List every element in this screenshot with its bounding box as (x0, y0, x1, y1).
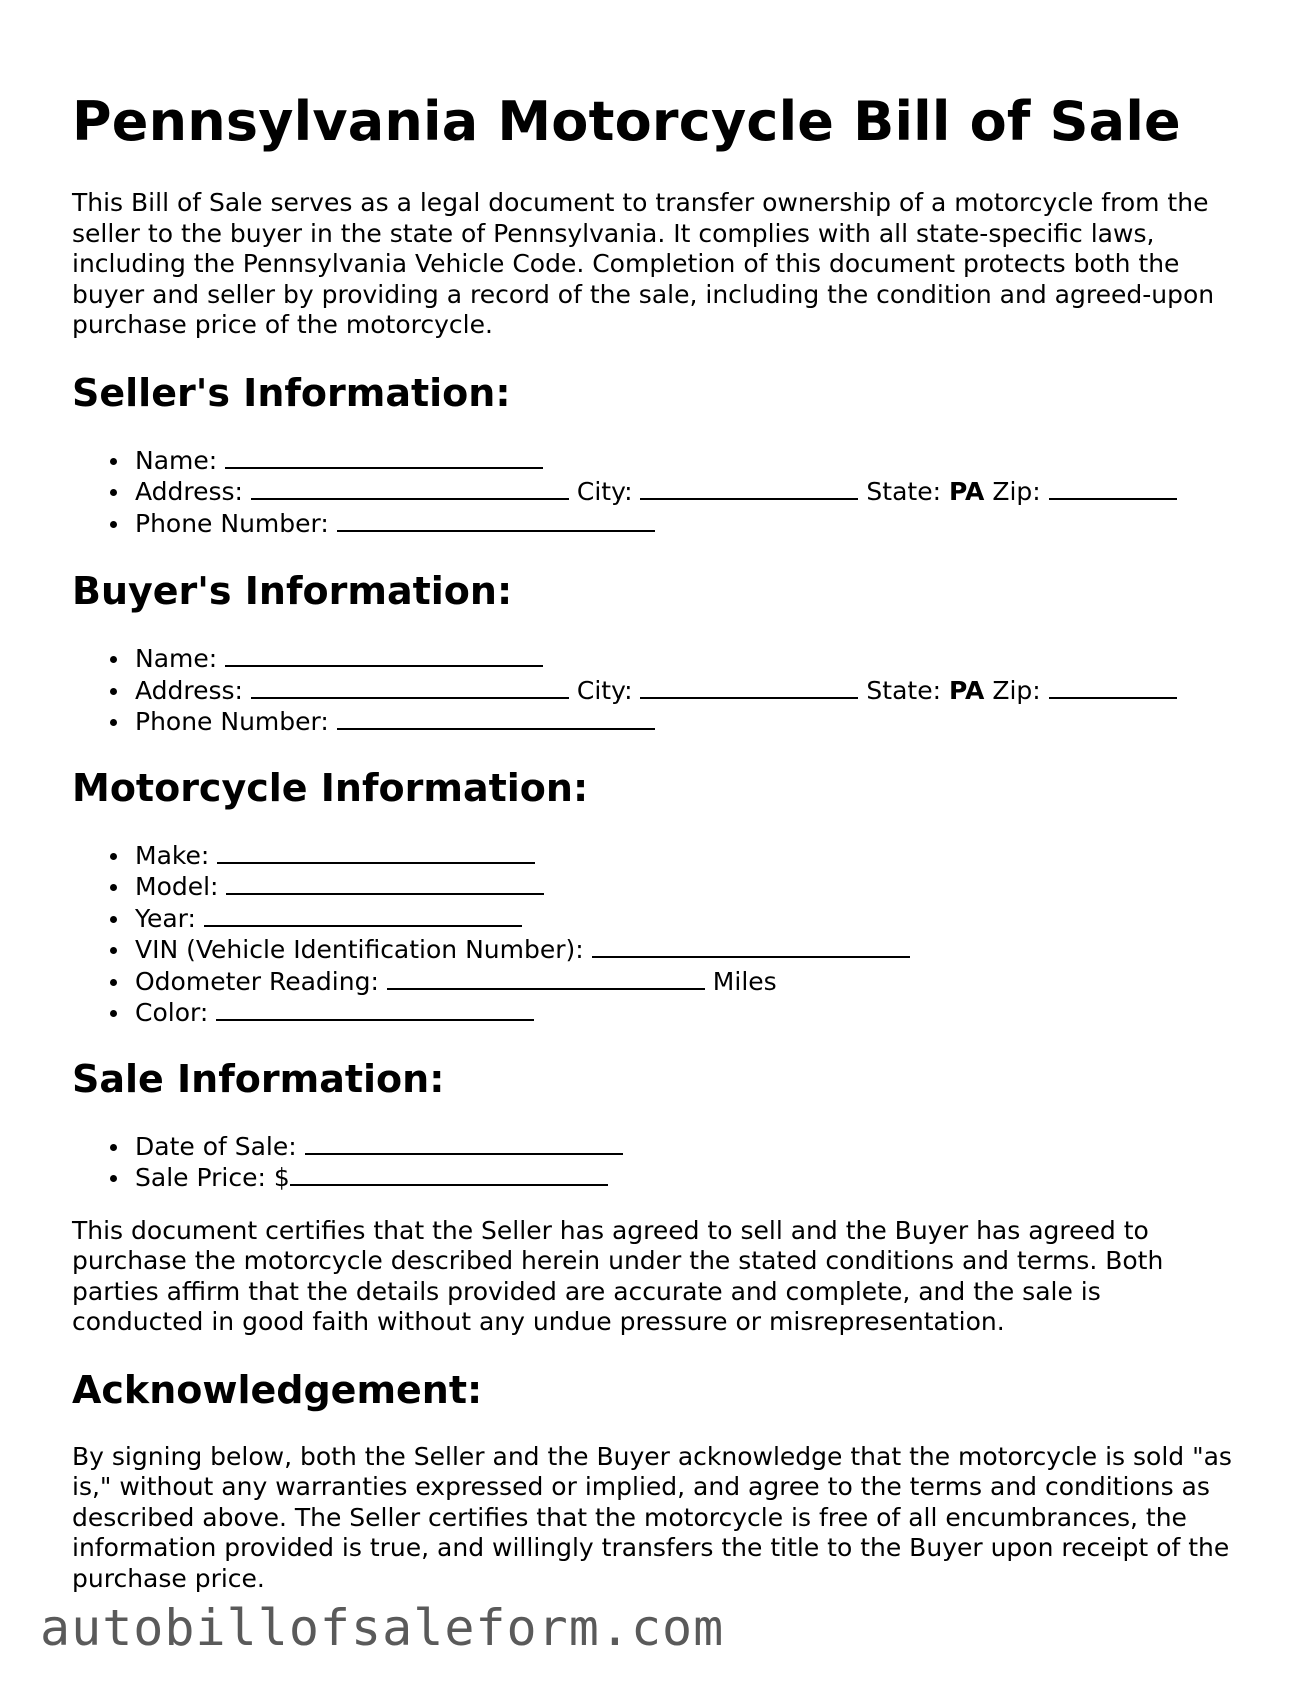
seller-address-label: Address: (135, 477, 243, 506)
sale-date-row (135, 1131, 1232, 1163)
buyer-city-field[interactable] (640, 675, 858, 699)
buyer-state-label: State: (866, 675, 942, 705)
seller-city-label: City: (576, 477, 633, 506)
odometer-unit: Miles (712, 966, 777, 996)
color-row (135, 997, 1232, 1029)
buyer-zip-field[interactable] (1049, 675, 1177, 699)
site-watermark: autobillofsaleform.com (40, 1599, 725, 1657)
seller-city-field[interactable] (640, 476, 858, 500)
buyer-name-label: Name: (135, 644, 218, 673)
buyer-address-field[interactable] (251, 675, 569, 699)
buyer-phone-row (135, 706, 1232, 738)
seller-phone-field[interactable] (337, 508, 655, 532)
buyer-zip-label: Zip: (992, 675, 1041, 705)
year-field[interactable] (204, 903, 522, 927)
seller-name-label: Name: (135, 445, 218, 475)
page-title: Pennsylvania Motorcycle Bill of Sale (72, 90, 1181, 153)
model-field[interactable] (226, 871, 544, 895)
odometer-label: Odometer Reading: (135, 966, 379, 996)
year-label: Year: (135, 903, 196, 933)
seller-name-field[interactable] (225, 445, 543, 469)
intro-paragraph: This Bill of Sale serves as a legal document to transfer ownership of a motorcycle from the seller to the buyer in the state of Pennsylvania. It complies with all state-specific laws, including the Pennsylvania Vehicle Code. Completion of this document protects both the buyer and seller by providing a record of the sale, including the condition and agreed-upon purchase price of the motorcycle. (72, 188, 1215, 339)
acknowledgement-heading: Acknowledgement: (72, 1367, 483, 1412)
make-row (135, 840, 1232, 872)
seller-zip-label: Zip: (992, 477, 1041, 506)
seller-phone-row (135, 508, 1232, 540)
color-label: Color: (135, 998, 209, 1027)
make-label: Make: (135, 840, 210, 870)
document-page (72, 0, 1232, 1594)
buyer-address-label: Address: (135, 675, 243, 705)
seller-zip-field[interactable] (1049, 476, 1177, 500)
buyer-state-value: PA (948, 675, 985, 705)
buyer-phone-label: Phone Number: (135, 707, 329, 736)
seller-heading: Seller's Information: (72, 370, 511, 415)
model-label: Model: (135, 872, 219, 901)
year-row (135, 903, 1232, 935)
buyer-phone-field[interactable] (337, 706, 655, 730)
certification-paragraph: This document certifies that the Seller has agreed to sell and the Buyer has agreed to purchase the motorcycle described herein under the stated conditions and terms. Both parties affirm that the details provided are accurate and complete, and the sale is conducted in good faith without any undue pressure or misrepresentation. (72, 1215, 1164, 1336)
sale-date-field[interactable] (305, 1131, 623, 1155)
sale-price-field[interactable] (290, 1162, 608, 1186)
sale-price-row (135, 1162, 1232, 1194)
buyer-name-field[interactable] (225, 643, 543, 667)
sale-price-label: Sale Price: $ (135, 1163, 290, 1192)
vin-row (135, 934, 1232, 966)
seller-state-label: State: (866, 477, 942, 506)
vin-field[interactable] (592, 934, 910, 958)
buyer-fields (72, 643, 1232, 738)
acknowledgement-paragraph: By signing below, both the Seller and the Buyer acknowledge that the motorcycle is sold "as is," without any warranties expressed or implied, and agree to the terms and conditions as described above. The Seller certifies that the motorcycle is free of all encumbrances, the information provided is true, and willingly transfers the title to the Buyer upon receipt of the purchase price. (72, 1441, 1232, 1593)
seller-address-field[interactable] (251, 476, 569, 500)
make-field[interactable] (217, 840, 535, 864)
seller-phone-label: Phone Number: (135, 508, 329, 538)
motorcycle-fields (72, 840, 1232, 1029)
buyer-address-row (135, 675, 1232, 707)
odometer-field[interactable] (387, 966, 705, 990)
vin-label: VIN (Vehicle Identification Number): (135, 935, 584, 964)
seller-fields (72, 445, 1232, 540)
buyer-name-row (135, 643, 1232, 675)
seller-name-row (135, 445, 1232, 477)
odometer-row (135, 966, 1232, 998)
motorcycle-heading: Motorcycle Information: (72, 765, 589, 810)
buyer-city-label: City: (576, 675, 633, 705)
color-field[interactable] (216, 997, 534, 1021)
sale-heading: Sale Information: (72, 1056, 445, 1101)
buyer-heading: Buyer's Information: (72, 569, 513, 613)
sale-fields (72, 1131, 1232, 1194)
seller-address-row (135, 476, 1232, 508)
seller-state-value: PA (948, 477, 985, 506)
model-row (135, 871, 1232, 903)
sale-date-label: Date of Sale: (135, 1131, 297, 1161)
